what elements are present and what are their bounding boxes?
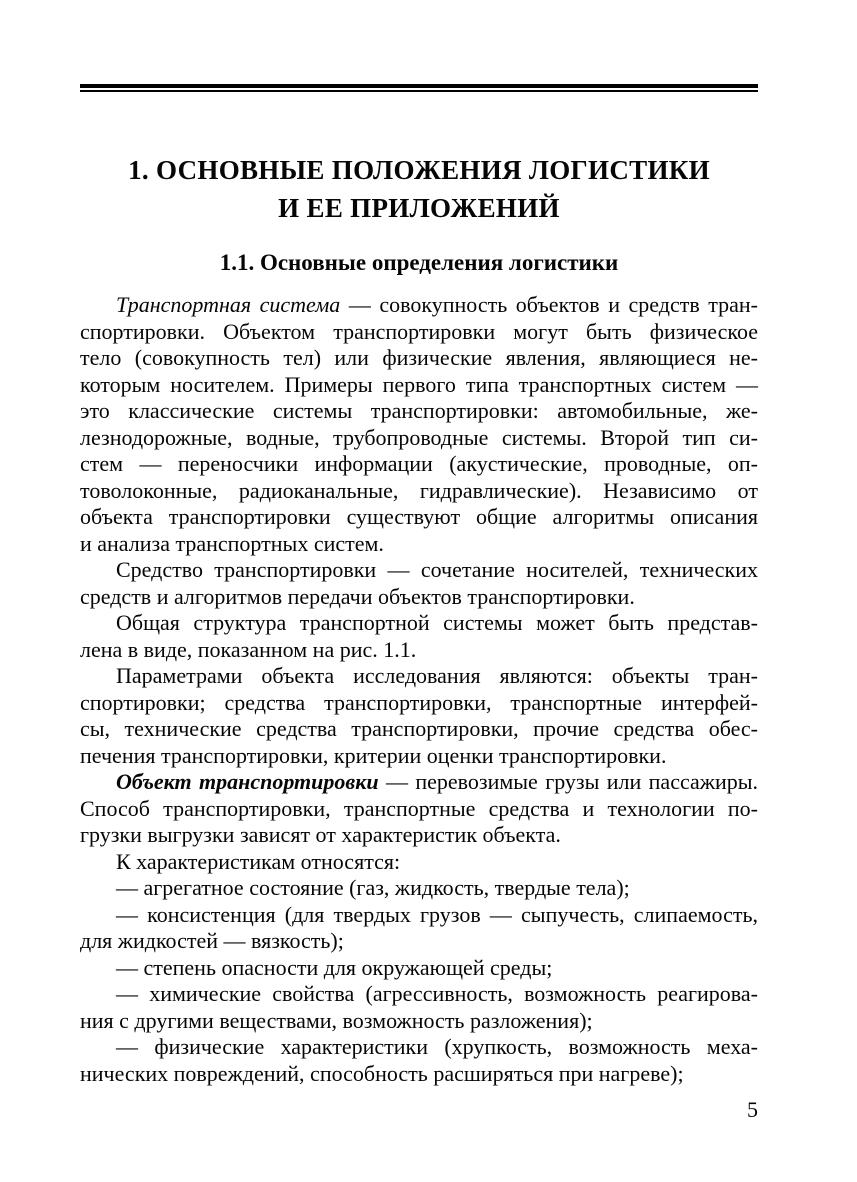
text-line	[80, 557, 758, 584]
text-line	[80, 504, 758, 531]
text-run: — агрегатное состояние (газ, жидкость, твердые тела);	[116, 875, 630, 900]
text-run: объекта транспортировки существуют общие алгоритмы описания	[80, 504, 758, 529]
text-run: — совокупность объектов и средств тран-	[340, 292, 758, 317]
text-run: печения транспортировки, критерии оценки транспортировки.	[80, 742, 667, 768]
text-line	[80, 451, 758, 478]
rule-thin-line	[80, 90, 758, 92]
text-line	[80, 716, 758, 743]
text-run: — перевозимые грузы или пассажиры.	[378, 769, 759, 794]
text-line	[80, 955, 758, 982]
text-line	[80, 345, 758, 372]
paragraph	[80, 769, 758, 849]
text-run: К характеристикам относятся:	[116, 848, 401, 874]
text-line	[80, 610, 758, 637]
text-run: — степень опасности для окружающей среды;	[116, 954, 553, 980]
chapter-title-line-2: И ЕЕ ПРИЛОЖЕНИЙ	[278, 193, 560, 223]
paragraph	[80, 292, 758, 557]
text-run: сы, технические средства транспортировки, прочие средства обес-	[80, 716, 758, 741]
text-run: для жидкостей — вязкость);	[80, 928, 344, 953]
text-run: — химические свойства (агрессивность, возможность реагирова-	[116, 981, 758, 1006]
text-line	[80, 531, 758, 558]
emphasized-term: Транспортная система	[116, 292, 341, 317]
paragraph	[80, 557, 758, 610]
emphasized-term: Объект транспортировки	[116, 769, 379, 794]
paragraph	[80, 610, 758, 663]
paragraph	[80, 902, 758, 955]
paragraph	[80, 663, 758, 769]
text-line	[80, 769, 758, 796]
text-run: грузки выгрузки зависят от характеристик объекта.	[80, 822, 561, 847]
text-line	[80, 663, 758, 690]
text-run: тело (совокупность тел) или физические явления, являющиеся не-	[80, 345, 758, 370]
text-line	[80, 690, 758, 717]
paragraph	[80, 1034, 758, 1087]
text-run: Средство транспортировки — сочетание носителей, технических	[116, 557, 758, 582]
text-run: лена в виде, показанном на рис. 1.1.	[80, 636, 417, 662]
text-run: стем — переносчики информации (акустические, проводные, оп-	[80, 451, 758, 476]
text-run: которым носителем. Примеры первого типа транспортных систем —	[80, 371, 758, 397]
page-number: 5	[747, 1097, 758, 1122]
text-line	[80, 584, 758, 611]
text-run: это классические системы транспортировки: автомобильные, же-	[80, 398, 758, 423]
chapter-title-line-1: 1. ОСНОВНЫЕ ПОЛОЖЕНИЯ ЛОГИСТИКИ	[128, 155, 710, 185]
chapter-title	[80, 151, 758, 227]
text-run: ния с другими веществами, возможность разложения);	[80, 1007, 593, 1033]
text-line	[80, 928, 758, 955]
text-line	[80, 822, 758, 849]
text-line	[80, 902, 758, 929]
text-line	[80, 981, 758, 1008]
text-line	[80, 372, 758, 399]
text-line	[80, 478, 758, 505]
paragraph	[80, 981, 758, 1034]
header-double-rule	[80, 84, 758, 92]
text-run: средств и алгоритмов передачи объектов транспортировки.	[80, 583, 635, 609]
rule-thick-line	[80, 84, 758, 88]
text-run: — консистенция (для твердых грузов — сыпучесть, слипаемость,	[116, 901, 758, 927]
paragraph	[80, 955, 758, 982]
body-text	[80, 292, 758, 1087]
text-run: Способ транспортировки, транспортные средства и технологии по-	[80, 795, 758, 821]
text-run: и анализа транспортных систем.	[80, 530, 384, 556]
text-run: спортировки. Объектом транспортировки могут быть физическое	[80, 318, 758, 344]
text-line	[80, 875, 758, 902]
text-line	[80, 1061, 758, 1088]
text-run: Параметрами объекта исследования являются: объекты тран-	[116, 663, 758, 688]
text-line	[80, 849, 758, 876]
text-line	[80, 1034, 758, 1061]
section-title: 1.1. Основные определения логистики	[219, 250, 619, 275]
paragraph	[80, 849, 758, 876]
text-run: Общая структура транспортной системы может быть представ-	[116, 610, 758, 635]
text-line	[80, 398, 758, 425]
text-run: спортировки; средства транспортировки, транспортные интерфей-	[80, 689, 758, 715]
paragraph	[80, 875, 758, 902]
text-line	[80, 796, 758, 823]
text-line	[80, 319, 758, 346]
text-run: лезнодорожные, водные, трубопроводные системы. Второй тип си-	[80, 424, 758, 450]
text-run: товолоконные, радиоканальные, гидравлические). Независимо от	[80, 477, 758, 503]
text-run: — физические характеристики (хрупкость, возможность меха-	[116, 1034, 758, 1059]
text-line	[80, 425, 758, 452]
text-line	[80, 637, 758, 664]
text-run: нических повреждений, способность расширяться при нагреве);	[80, 1060, 684, 1086]
text-line	[80, 292, 758, 319]
text-line	[80, 1008, 758, 1035]
text-line	[80, 743, 758, 770]
